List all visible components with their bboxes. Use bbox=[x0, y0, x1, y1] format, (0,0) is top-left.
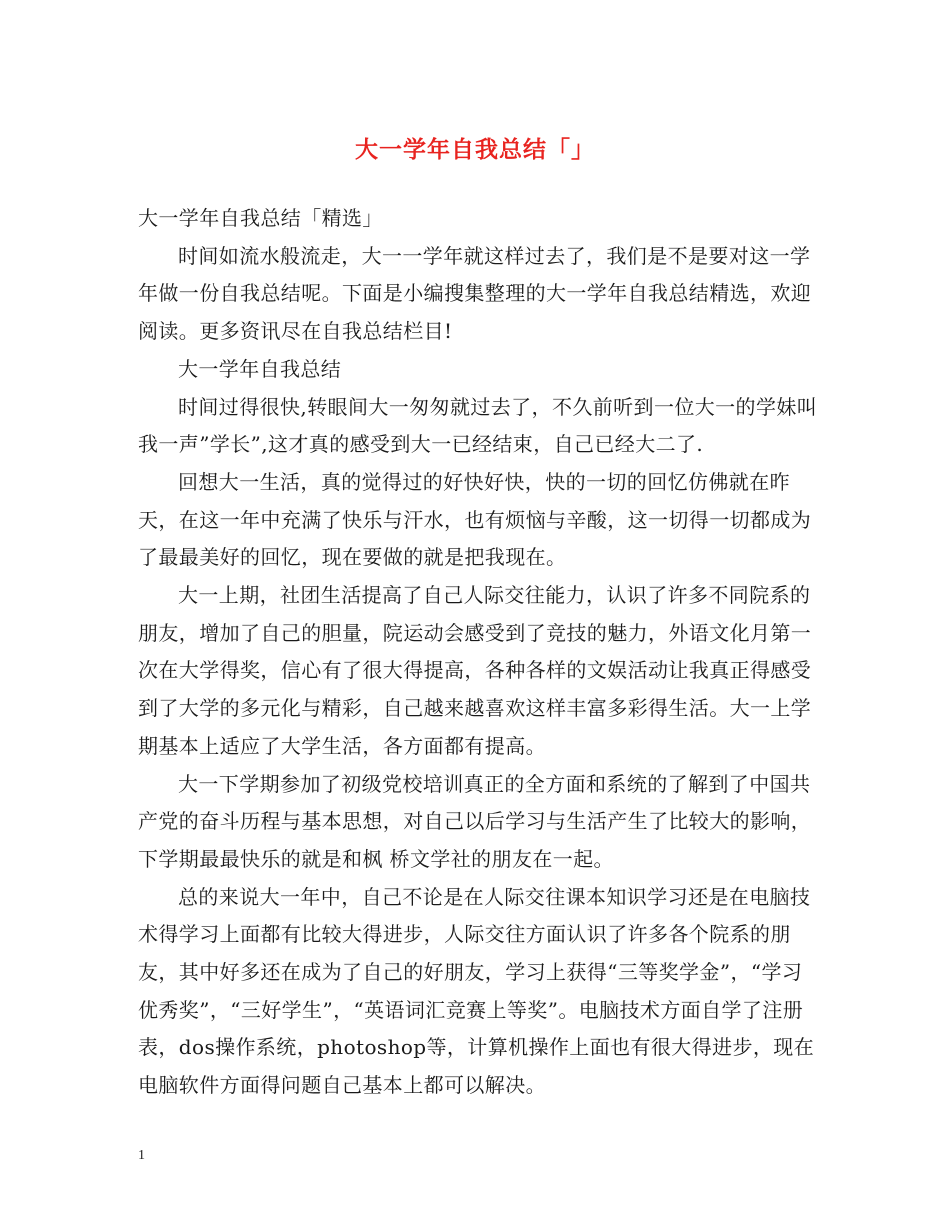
paragraph: 回想大一生活，真的觉得过的好快好快，快的一切的回忆仿佛就在昨天，在这一年中充满了快乐与汗水，也有烦恼与辛酸，这一切得一切都成为了最最美好的回忆，现在要做的就是把我现在。 bbox=[138, 469, 812, 570]
paragraph-heading: 大一学年自我总结 bbox=[178, 356, 342, 381]
paragraph: 总的来说大一年中，自己不论是在人际交往课本知识学习还是在电脑技术得学习上面都有比较大得进步，人际交往方面认识了许多各个院系的朋友，其中好多还在成为了自己的好朋友，学习上获得“三等奖学金”，“学习优秀奖”，“三好学生”，“英语词汇竞赛上等奖”。电脑技术方面自学了注册表，dos操作系统，photoshop等，计算机操作上面也有很大得进步，现在电脑软件方面得问题自己基本上都可以解决。 bbox=[138, 884, 815, 1098]
paragraph-subtitle: 大一学年自我总结「精选」 bbox=[138, 206, 383, 230]
document-body bbox=[138, 200, 818, 1105]
paragraph: 大一上期，社团生活提高了自己人际交往能力，认识了许多不同院系的朋友，增加了自己的胆量，院运动会感受到了竞技的魅力，外语文化月第一次在大学得奖，信心有了很大得提高，各种各样的文娱活动让我真正得感受到了大学的多元化与精彩，自己越来越喜欢这样丰富多彩得生活。大一上学期基本上适应了大学生活，各方面都有提高。 bbox=[138, 583, 812, 758]
paragraph: 大一下学期参加了初级党校培训真正的全方面和系统的了解到了中国共产党的奋斗历程与基本思想，对自己以后学习与生活产生了比较大的影响，下学期最最快乐的就是和枫 桥文学社的朋友在一起。 bbox=[138, 771, 812, 871]
page-number: 1 bbox=[138, 1148, 145, 1163]
paragraph: 时间如流水般流走，大一一学年就这样过去了，我们是不是要对这一学年做一份自我总结呢。下面是小编搜集整理的大一学年自我总结精选，欢迎阅读。更多资讯尽在自我总结栏目! bbox=[138, 243, 812, 344]
paragraph: 时间过得很快,转眼间大一匆匆就过去了，不久前听到一位大一的学妹叫我一声”学长”,这才真的感受到大一已经结束，自己已经大二了. bbox=[138, 394, 818, 457]
document-title: 大一学年自我总结「」 bbox=[355, 136, 595, 163]
